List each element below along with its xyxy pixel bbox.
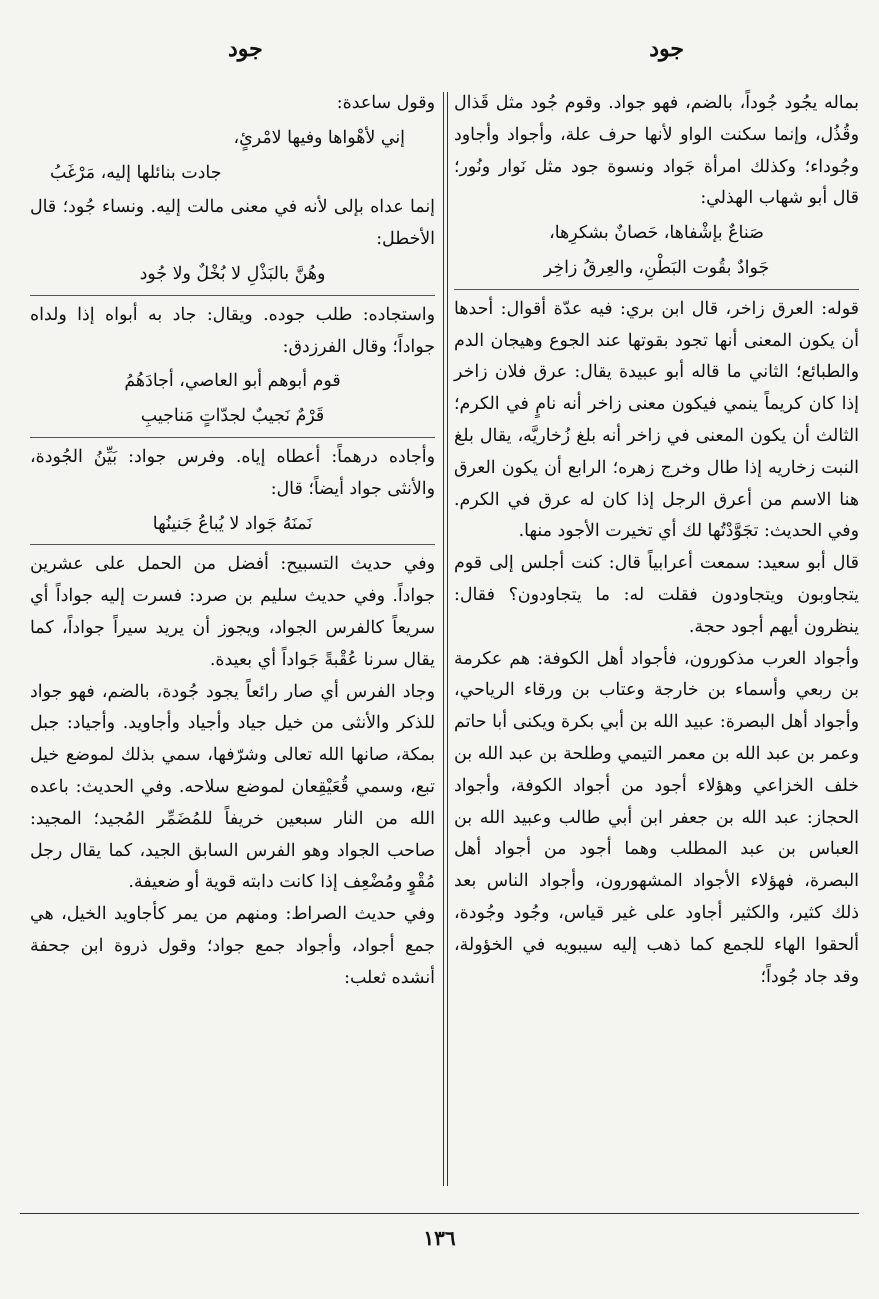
section-rule (454, 289, 859, 290)
running-header-right: جود (649, 36, 684, 62)
footer-rule (20, 1213, 859, 1214)
paragraph: واستجاده: طلب جوده. ويقال: جاد به أبواه إذا ولداه جواداً؛ وقال الفرزدق: (30, 304, 435, 357)
paragraph: وفي حديث الصراط: ومنهم من يمر كأجاويد الخيل، هي جمع أجواد، وأجواد جمع جواد؛ وقول ذروة ابن جحفة أنشده ثعلب: (30, 904, 435, 988)
paragraph: وجاد الفرس أي صار رائعاً يجود جُودة، بالضم، فهو جواد للذكر والأنثى من خيل جياد وأجياد وأجاويد. وأجياد: جبل بمكة، صانها الله تعالى وشرّفها، سمي بذلك لموضع خيل تبع، وسمي قُعَيْقِعان لموضع سلاحه. وفي الحديث: باعده الله من النار سبعين خريفاً للمُضَمِّر المُجيد؛ المجيد: صاحب الجواد وهو الفرس السابق الجيد، كما يقال رجل مُقْوٍ ومُضْعِف إذا كانت دابته قوية أو ضعيفة. (30, 681, 435, 893)
section-rule (30, 437, 435, 438)
verse-line: جَوادٌ بقُوت البَطْنِ، والعِرقُ زاخِر (543, 257, 770, 278)
paragraph: وقول ساعدة: (336, 93, 435, 113)
paragraph: وفي حديث التسبيح: أفضل من الحمل على عشرين جواداً. وفي حديث سليم بن صرد: فسرت إليه جواداً أي سريعاً كالفرس الجواد، ويجوز أن يريد سيراً جواداً، كما يقال سرنا عُقْبةً جَواداً أي بعيدة. (30, 554, 435, 670)
page-number: ١٣٦ (423, 1226, 456, 1250)
paragraph: قال أبو سعيد: سمعت أعرابياً قال: كنت أجلس إلى قوم يتجاوبون ويتجاودون فقلت له: ما يتجاودون؟ فقال: ينظرون أيهم أجود حجة. (454, 553, 859, 637)
verse-line: إني لأهْواها وفيها لامْرئٍ، (233, 127, 405, 148)
verse-line: نَمنَهُ جَواد لا يُباعُ جَنينُها (152, 513, 313, 534)
paragraph: وأجواد العرب مذكورون، فأجواد أهل الكوفة: هم عكرمة بن ربعي وأسماء بن خارجة وعتاب بن ورقاء الرياحي، وأجواد أهل البصرة: عبيد الله بن أبي بكرة ويكنى أبا حاتم وعمر بن عبد الله بن معمر التيمي وطلحة بن عبد الله بن خلف الخزاعي وهؤلاء أجود من أجواد الكوفة، وأجواد الحجاز: عبد الله بن جعفر ابن أبي طالب وعبيد الله بن العباس بن عبد المطلب وهما أجود من أجواد أهل البصرة، فهؤلاء الأجواد المشهورون، وأجواد الناس بعد ذلك كثير، والكثير أجاود على غير قياس، وجُود وجُودة، ألحقوا الهاء للجمع كما ذهب إليه سيبويه في الخؤولة، وقد جاد جُوداً؛ (454, 648, 859, 987)
right-column (454, 88, 859, 993)
column-divider (443, 92, 444, 1186)
section-rule (30, 295, 435, 296)
paragraph: بماله يجُود جُوداً، بالضم، فهو جواد. وقوم جُود مثل قَذال وقُذُل، وإنما سكنت الواو لأنها حرف علة، وأجواد وأجاود وجُوداء؛ وكذلك امرأة جَواد ونسوة جود مثل نَوار ونُور؛ قال أبو شهاب الهذلي: (454, 93, 859, 209)
verse-line: وهُنَّ بالبَذْلِ لا بُخْلٌ ولا جُود (139, 263, 326, 284)
running-header-left: جود (228, 36, 263, 62)
verse-line: جادت بنائلها إليه، مَرْغَبُ (50, 162, 222, 183)
column-divider (447, 92, 448, 1186)
section-rule (30, 544, 435, 545)
paragraph: إنما عداه بإلى لأنه في معنى مالت إليه. ونساء جُود؛ قال الأخطل: (30, 197, 435, 250)
paragraph: قوله: العرق زاخر، قال ابن بري: فيه عدّة أقوال: أحدها أن يكون المعنى أنها تجود بقوتها عند الجوع وهيجان الدم والطبائع؛ الثاني ما قاله أبو عبيدة يقال: عرق فلان زاخر إذا كان كريماً ينمي فيكون معنى زاخر أنه نامٍ في الكرم؛ الثالث أن يكون المعنى في زاخر أنه بلغ زُخاريَّه، يقال بلغ النبت زخاريه إذا طال وخرج زهره؛ الرابع أن يكون العرق هنا الاسم من أعرق الرجل إذا كان له عرق في الكرم. وفي الحديث: تجَوَّدْتُها لك أي تخيرت الأجود منها. (454, 298, 859, 542)
verse-line: صَناعٌ بإشْفاها، حَصانٌ بشكرِها، (549, 223, 764, 244)
left-column (30, 88, 435, 995)
verse-line: قَرْمٌ نَجيبٌ لجدّاتٍ مَناجيبِ (140, 406, 325, 427)
paragraph: وأجاده درهماً: أعطاه إياه. وفرس جواد: بَيِّنُ الجُودة، والأنثى جواد أيضاً؛ قال: (30, 446, 435, 499)
verse-line: قوم أبوهم أبو العاصي، أجادَهُمُ (124, 371, 341, 392)
